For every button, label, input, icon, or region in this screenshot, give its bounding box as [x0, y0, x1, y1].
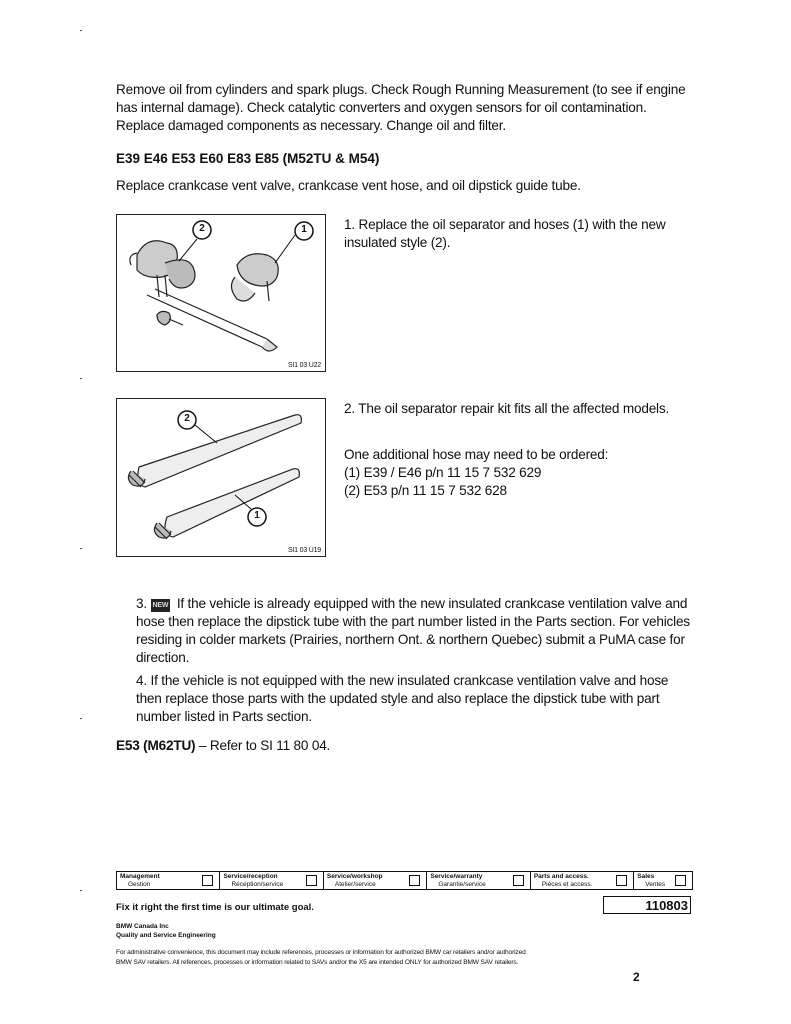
list-number: 3. [136, 596, 147, 611]
category-label: Service/reception [223, 873, 278, 880]
scan-speck [80, 378, 82, 379]
oil-separator-illustration [117, 215, 325, 371]
category-parts [531, 872, 634, 889]
disclaimer [116, 948, 696, 968]
figure-code: SI1 03 U22 [287, 362, 321, 369]
list-text: If the vehicle is already equipped with the new insulated crankcase ventilation valve and hose then replace the dipstick tube with the part number listed in the Parts section. For vehicles residing in colder markets (Prairies, northern Ont. & northern Quebec) submit a PuMA case for direction. [136, 596, 690, 665]
scan-speck [80, 890, 82, 891]
list-item-3 [136, 595, 696, 667]
category-sublabel: Ventes [645, 880, 666, 888]
disclaimer-line: For administrative convenience, this document may include references, processes or information for authorized BMW car retailers and/or authorized [116, 949, 526, 956]
company-name: BMW Canada Inc [116, 923, 169, 930]
department-name: Quality and Service Engineering [116, 932, 216, 939]
section-m62tu [116, 737, 696, 755]
figure-repair-kit-hoses [116, 398, 326, 557]
note-part-line: (1) E39 / E46 p/n 11 15 7 532 629 [344, 465, 542, 480]
section-instruction: Replace crankcase vent valve, crankcase vent hose, and oil dipstick guide tube. [116, 178, 581, 193]
figure-caption: 1. Replace the oil separator and hoses (1) with the new insulated style (2). [344, 217, 666, 250]
checkbox-icon [616, 875, 627, 886]
footer-slogan: Fix it right the first time is our ultimate goal. [116, 902, 314, 913]
section-heading-models: E39 E46 E53 E60 E83 E85 (M52TU & M54) [116, 151, 380, 166]
category-label: Parts and access. [533, 873, 589, 880]
figure-oil-separator-hoses [116, 214, 326, 372]
section-reference: – Refer to SI 11 80 04. [195, 738, 331, 753]
document-number: 110803 [603, 896, 691, 914]
checkbox-icon [202, 875, 213, 886]
new-badge: NEW [151, 599, 171, 612]
category-label: Service/workshop [326, 873, 383, 880]
category-label: Management [120, 873, 160, 880]
category-label: Sales [637, 873, 655, 880]
category-sublabel: Gestion [128, 880, 151, 888]
page-number: 2 [633, 970, 640, 984]
disclaimer-line: BMW SAV retailers. All references, processes or information related to SAVs and/or the X5 are intended ONLY for authorized BMW SAV retailers. [116, 959, 519, 966]
category-service-warranty [427, 872, 530, 889]
list-number: 4. [136, 673, 147, 688]
hose-order-note [344, 446, 684, 500]
callout-label: 1 [254, 510, 260, 521]
checkbox-icon [306, 875, 317, 886]
scan-speck [80, 548, 82, 549]
category-management [117, 872, 220, 889]
callout-label: 2 [184, 413, 190, 424]
scan-speck [80, 30, 82, 31]
list-text: If the vehicle is not equipped with the new insulated crankcase ventilation valve and hose then replace those parts with the updated style and also replace the dipstick tube with part number listed in Parts section. [136, 673, 669, 724]
category-service-workshop [324, 872, 427, 889]
category-sales [634, 872, 692, 889]
note-part-line: (2) E53 p/n 11 15 7 532 628 [344, 483, 507, 498]
category-sublabel: Atelier/service [334, 880, 376, 888]
section-heading-m62tu: E53 (M62TU) [116, 738, 196, 753]
company-block [116, 922, 216, 940]
scan-speck [80, 718, 82, 719]
figure-code: SI1 03 U19 [287, 547, 321, 554]
checkbox-icon [409, 875, 420, 886]
category-service-reception [220, 872, 323, 889]
callout-label: 1 [301, 224, 307, 235]
checkbox-icon [675, 875, 686, 886]
note-intro: One additional hose may need to be ordered: [344, 447, 609, 462]
category-sublabel: Réception/service [231, 880, 284, 888]
figure-caption: 2. The oil separator repair kit fits all the affected models. [344, 401, 670, 416]
intro-paragraph: Remove oil from cylinders and spark plugs. Check Rough Running Measurement (to see if engine has internal damage). Check catalytic converters and oxygen sensors for oil contamination. Replace damaged components as necessary. Change oil and filter. [116, 82, 686, 133]
category-sublabel: Garantie/service [438, 880, 486, 888]
checkbox-icon [513, 875, 524, 886]
callout-label: 2 [199, 223, 205, 234]
category-label: Service/warranty [430, 873, 483, 880]
hose-illustration [117, 399, 325, 556]
category-sublabel: Pièces et access. [541, 880, 593, 888]
distribution-category-bar [116, 871, 693, 890]
list-item-4 [136, 672, 696, 726]
